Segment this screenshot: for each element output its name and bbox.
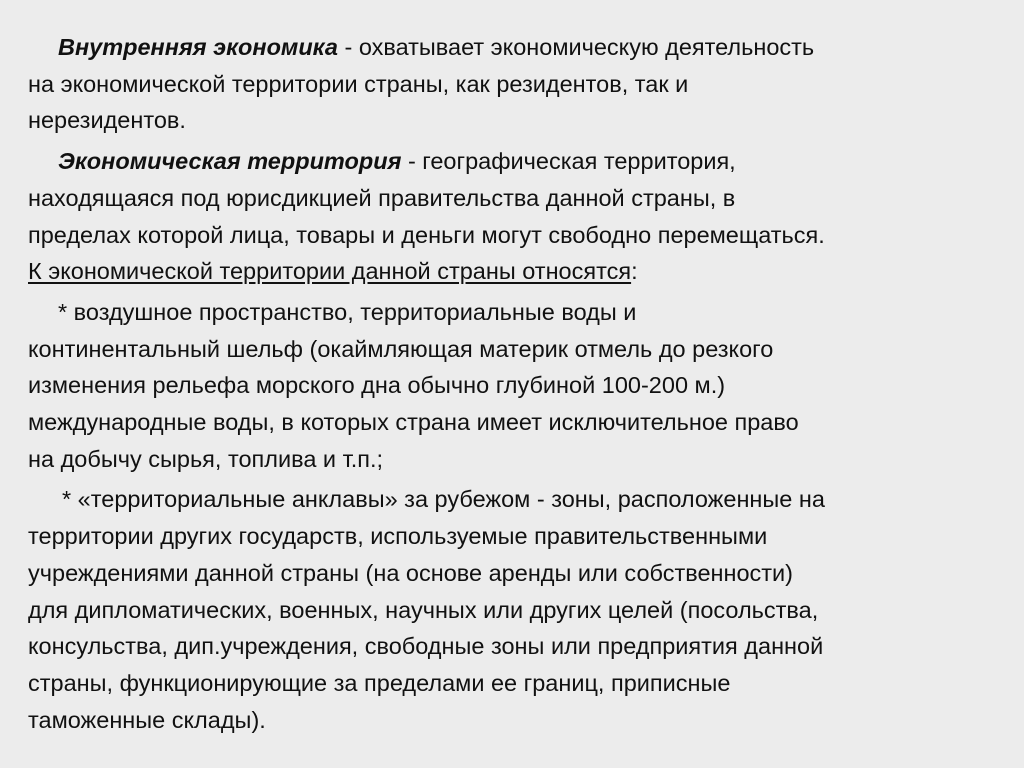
paragraph-line: страны, функционирующие за пределами ее границ, приписные — [28, 669, 731, 696]
paragraph-internal-economy — [28, 29, 1003, 139]
paragraph-line — [28, 294, 1003, 331]
paragraph-line — [28, 143, 1003, 180]
paragraph-economic-territory — [28, 143, 1003, 290]
paragraph-line: пределах которой лица, товары и деньги могут свободно перемещаться. — [28, 221, 825, 248]
paragraph-line: на добычу сырья, топлива и т.п.; — [28, 445, 384, 472]
paragraph-line: консульства, дип.учреждения, свободные зоны или предприятия данной — [28, 633, 824, 660]
bullet-text: * «территориальные анклавы» за рубежом - зоны, расположенные на — [62, 486, 825, 513]
term-economic-territory: Экономическая территория — [58, 148, 402, 175]
paragraph-line — [28, 29, 1003, 66]
paragraph-line — [28, 481, 1003, 518]
paragraph-line: на экономической территории страны, как резидентов, так и — [28, 70, 689, 97]
paragraph-line: нерезидентов. — [28, 107, 186, 134]
paragraph-line: изменения рельефа морского дна обычно глубиной 100-200 м.) — [28, 372, 726, 399]
paragraph-line: находящаяся под юрисдикцией правительства данной страны, в — [28, 184, 736, 211]
paragraph-line: международные воды, в которых страна имеет исключительное право — [28, 409, 799, 436]
heading-colon: : — [631, 258, 638, 285]
bullet-text: * воздушное пространство, территориальные воды и — [58, 298, 637, 325]
paragraph-line: территории других государств, используемые правительственными — [28, 523, 768, 550]
paragraph-line: для дипломатических, военных, научных или других целей (посольства, — [28, 596, 819, 623]
paragraph-airspace — [28, 294, 1003, 478]
term-internal-economy: Внутренняя экономика — [58, 34, 338, 60]
definition-text: - географическая территория, — [401, 148, 736, 175]
underlined-heading: К экономической территории данной страны относятся — [28, 258, 632, 285]
paragraph-line: таможенные склады). — [28, 706, 266, 733]
definition-text: - охватывает экономическую деятельность — [337, 34, 815, 60]
paragraph-line: учреждениями данной страны (на основе аренды или собственности) — [28, 559, 794, 586]
paragraph-line: континентальный шельф (окаймляющая материк отмель до резкого — [28, 335, 774, 362]
paragraph-enclaves — [28, 481, 1003, 738]
text-body — [28, 29, 1003, 742]
paragraph-line — [28, 253, 1003, 290]
